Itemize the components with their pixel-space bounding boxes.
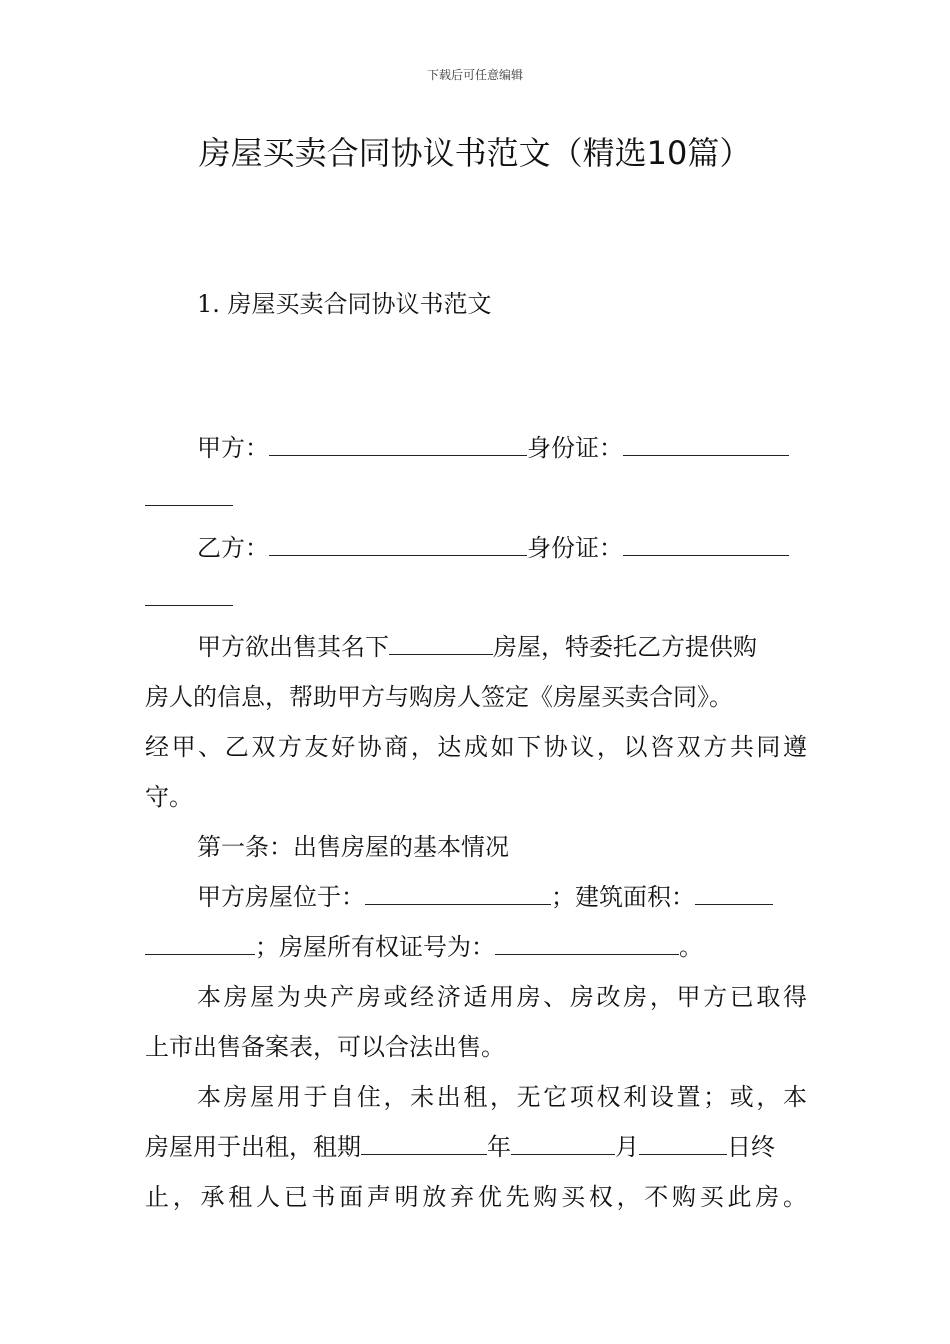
intro-line-4: 守。 xyxy=(145,783,193,811)
article-1-cert-line xyxy=(145,932,807,962)
party-b-id-label: 身份证： xyxy=(527,534,623,562)
article-1-para2-l2 xyxy=(145,1132,807,1162)
article-1-para1-l1: 本房屋为央产房或经济适用房、房改房，甲方已取得 xyxy=(197,983,807,1011)
lease-year-blank[interactable] xyxy=(361,1132,487,1155)
party-b-name-blank[interactable] xyxy=(269,533,527,556)
area-label: ；建筑面积： xyxy=(551,883,695,911)
lease-month-blank[interactable] xyxy=(511,1132,615,1155)
area-blank[interactable] xyxy=(695,882,773,905)
cert-label: ；房屋所有权证号为： xyxy=(255,933,495,961)
lease-day-label: 日终 xyxy=(727,1133,775,1161)
party-b-line-cont xyxy=(145,583,807,613)
party-a-line xyxy=(197,433,807,463)
article-1-para1-l2: 上市出售备案表，可以合法出售。 xyxy=(145,1033,505,1061)
lease-day-blank[interactable] xyxy=(639,1132,727,1155)
intro-text-1a: 甲方欲出售其名下 xyxy=(197,633,389,661)
article-1-location-line xyxy=(197,882,807,912)
property-name-blank[interactable] xyxy=(389,632,493,655)
location-label: 甲方房屋位于： xyxy=(197,883,365,911)
document-title: 房屋买卖合同协议书范文（精选10篇） xyxy=(198,134,752,172)
intro-text-1b: 房屋，特委托乙方提供购 xyxy=(493,633,757,661)
party-a-id-blank-cont[interactable] xyxy=(145,483,233,506)
party-a-id-label: 身份证： xyxy=(527,434,623,462)
lease-year-label: 年 xyxy=(487,1133,511,1161)
cert-number-blank[interactable] xyxy=(495,932,679,955)
party-a-id-blank[interactable] xyxy=(623,433,789,456)
lease-month-label: 月 xyxy=(615,1133,639,1161)
area-blank-cont[interactable] xyxy=(145,932,255,955)
article-1-para2-l1: 本房屋用于自住，未出租，无它项权利设置；或，本 xyxy=(197,1083,807,1111)
party-a-name-blank[interactable] xyxy=(269,433,527,456)
intro-line-3: 经甲、乙双方友好协商，达成如下协议，以咨双方共同遵 xyxy=(145,733,807,761)
party-a-line-cont xyxy=(145,483,807,513)
header-note: 下载后可任意编辑 xyxy=(426,68,523,82)
article-1-para2-l3: 止，承租人已书面声明放弃优先购买权，不购买此房。 xyxy=(145,1183,807,1211)
section-heading: 1. 房屋买卖合同协议书范文 xyxy=(197,290,492,318)
intro-line-1 xyxy=(197,632,807,662)
lease-text-a: 房屋用于出租，租期 xyxy=(145,1133,361,1161)
party-b-id-blank-cont[interactable] xyxy=(145,583,233,606)
cert-end-period: 。 xyxy=(679,933,703,961)
party-a-label: 甲方： xyxy=(197,434,269,462)
party-b-id-blank[interactable] xyxy=(623,533,789,556)
party-b-line xyxy=(197,533,807,563)
article-1-heading: 第一条：出售房屋的基本情况 xyxy=(197,833,509,861)
location-blank[interactable] xyxy=(365,882,551,905)
intro-line-2: 房人的信息，帮助甲方与购房人签定《房屋买卖合同》。 xyxy=(145,683,733,711)
party-b-label: 乙方： xyxy=(197,534,269,562)
